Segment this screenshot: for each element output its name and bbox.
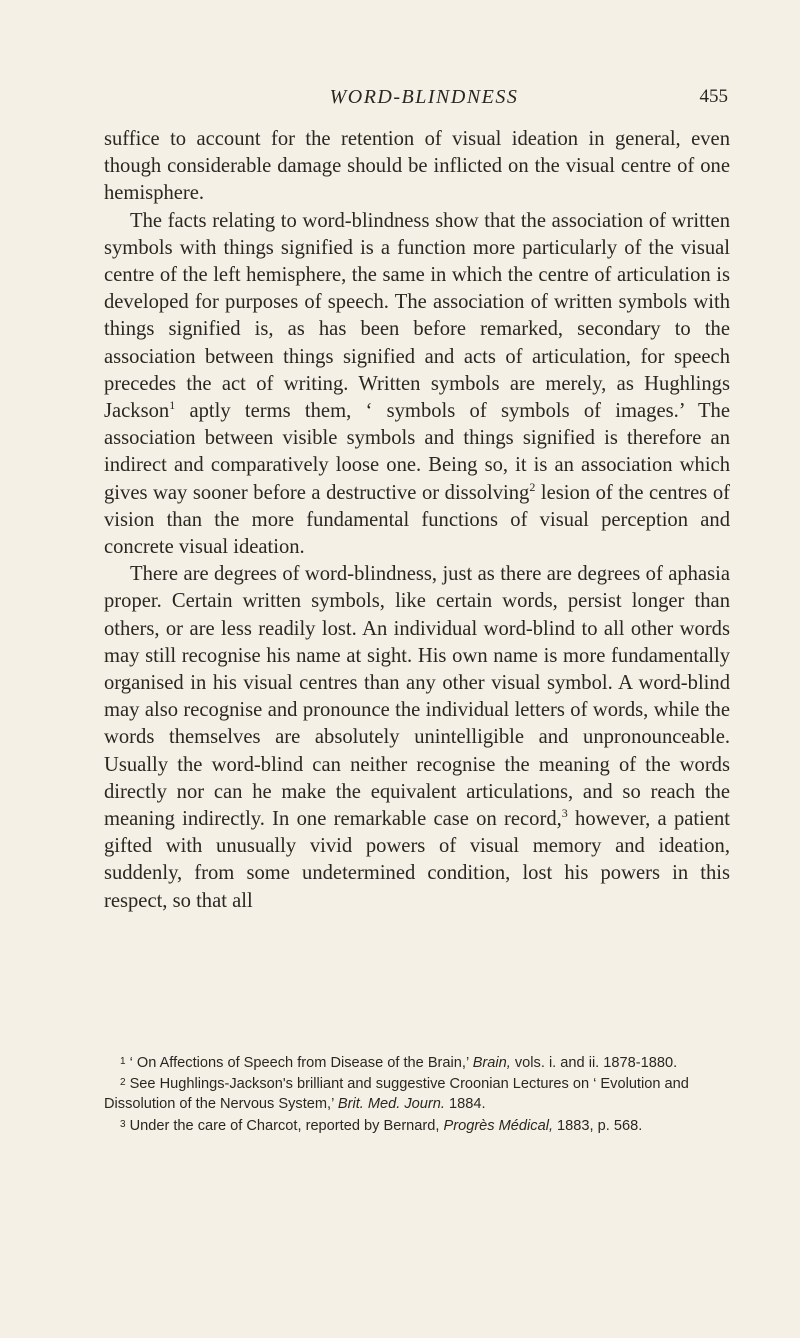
footnote-text: vols. i. and ii. 1878-1880.	[510, 1055, 678, 1071]
footnote-text: 1883, p. 568.	[553, 1117, 643, 1134]
footnote-reference: 1	[169, 398, 176, 413]
paragraph-text: lesion of the centres of vision than the more fundamental functions of visual perception and concrete visual ideation.	[104, 481, 730, 559]
footnote-italic: Brain,	[472, 1055, 511, 1071]
paragraph-text: The facts relating to word-blindness show that the association of written symbols with things signified is a function more particularly of the visual centre of the left hemisphere, the same in which the centre of articulation is developed for purposes of speech. The association of written symbols with things signified is, as has been before remarked, secondary to the association between things signified and acts of articulation, for speech precedes the act of writing. Written symbols are merely, as Hughlings Jackson	[104, 209, 730, 423]
footnotes	[104, 1052, 730, 1136]
footnote-text: 1884.	[444, 1096, 486, 1113]
body-text	[104, 126, 730, 915]
paragraph-text: however, a patient gifted with unusually vivid powers of visual memory and ideation, suddenly, from some undetermined condition, lost his powers in this respect, so that all	[104, 808, 730, 912]
footnote-reference: 2	[529, 479, 536, 494]
footnote-italic: Brit. Med. Journ.	[337, 1096, 445, 1113]
page-number: 455	[699, 86, 728, 107]
footnote-reference: 3	[561, 806, 568, 821]
footnote-1	[104, 1052, 730, 1073]
footnote-text: ‘ On Affections of Speech from Disease of the Brain,’	[129, 1055, 473, 1071]
footnote-text: See Hughlings-Jackson's brilliant and suggestive Croonian Lectures on ‘ Evolution and Dissolution of the Nervous System,’	[104, 1076, 689, 1113]
footnote-2	[104, 1073, 730, 1114]
footnote-mark: 2	[120, 1077, 126, 1089]
paragraph-1	[104, 126, 730, 208]
paragraph-2	[104, 208, 730, 562]
footnote-italic: Progrès Médical,	[443, 1117, 553, 1134]
paragraph-text: aptly terms them, ‘ symbols of symbols of images.’ The association between visible symbols and things signified is therefore an indirect and comparatively loose one. Being so, it is an association which gives way sooner before a destructive or dissolving	[104, 400, 730, 504]
paragraph-text: There are degrees of word-blindness, just as there are degrees of aphasia proper. Certain written symbols, like certain words, persist longer than others, or are less readily lost. An individual word-blind to all other words may still recognise his name at sight. His own name is more fundamentally organised in his visual centres than any other visual symbol. A word-blind may also recognise and pronounce the individual letters of words, while the words themselves are absolutely unintelligible and unpronounceable. Usually the word-blind can neither recognise the meaning of the words directly nor can he make the equivalent articulations, and so reach the meaning indirectly. In one remarkable case on record,	[104, 563, 730, 831]
paragraph-text: suffice to account for the retention of visual ideation in general, even though considerable damage should be inflicted on the visual centre of one hemisphere.	[104, 128, 730, 205]
running-head: WORD-BLINDNESS	[329, 86, 519, 108]
footnote-mark: 3	[120, 1118, 126, 1130]
page-header	[120, 86, 728, 116]
footnote-text: Under the care of Charcot, reported by Bernard,	[129, 1117, 444, 1134]
footnote-mark: 1	[120, 1056, 126, 1067]
paragraph-3	[104, 561, 730, 915]
footnote-3	[104, 1115, 730, 1136]
